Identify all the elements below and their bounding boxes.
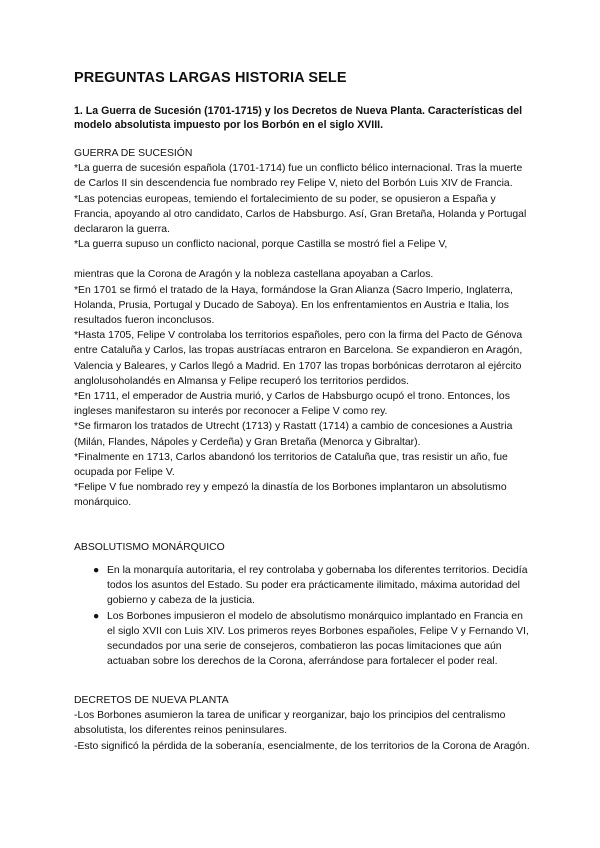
paragraph: *Hasta 1705, Felipe V controlaba los territorios españoles, pero con la firma del Pacto de Génova entre Cataluña y Carlos, las tropas austríacas entraron en Barcelona. Se expandieron en Aragón, Valencia y Baleares, y Carlos llegó a Madrid. En 1707 las tropas borbónicas derrotaron al ejército anglolusoholandés en Almansa y Felipe recuperó los territorios perdidos. (74, 330, 523, 387)
paragraph: *Felipe V fue nombrado rey y empezó la dinastía de los Borbones implantaron un absolutismo monárquico. (74, 482, 507, 509)
section-guerra (74, 146, 534, 511)
absolutismo-list (93, 563, 533, 669)
section-absolutismo-heading (74, 540, 534, 555)
paragraph: *En 1701 se firmó el tratado de la Haya, formándose la Gran Alianza (Sacro Imperio, Inglaterra, Holanda, Prusia, Portugal y Ducado de Saboya). En los enfrentamientos en Austria e Italia, los resultados fueron inconclusos. (74, 284, 513, 327)
paragraph: *La guerra supuso un conflicto nacional, porque Castilla se mostró fiel a Felipe V, (74, 239, 448, 251)
paragraph: -Esto significó la pérdida de la soberanía, esencialmente, de los territorios de la Corona de Aragón. (74, 740, 530, 752)
section-decretos (74, 693, 534, 754)
section-heading-decretos: DECRETOS DE NUEVA PLANTA (74, 695, 229, 706)
paragraph: -Los Borbones asumieron la tarea de unificar y reorganizar, bajo los principios del centralismo absolutista, los diferentes reinos peninsulares. (74, 710, 506, 737)
section-heading-guerra: GUERRA DE SUCESIÓN (74, 148, 193, 159)
list-item-text: Los Borbones impusieron el modelo de absolutismo monárquico implantado en Francia en el siglo XVII con Luis XIV. Los primeros reyes Borbones españoles, Felipe V y Fernando VI, secundados por una serie de consejeros, combatieron las pocas limitaciones que aún actuaban sobre los derechos de la Corona, aferrándose para fortalecer el poder real. (107, 610, 529, 668)
paragraph: *Finalmente en 1713, Carlos abandonó los territorios de Cataluña que, tras resistir un año, fue ocupada por Felipe V. (74, 451, 508, 479)
bullet-icon: ● (93, 565, 100, 576)
paragraph: *Se firmaron los tratados de Utrecht (1713) y Rastatt (1714) a cambio de concesiones a Austria (Milán, Flandes, Nápoles y Cerdeña) y Gran Bretaña (Menorca y Gibraltar). (74, 421, 513, 448)
list-item (93, 609, 533, 670)
paragraph: mientras que la Corona de Aragón y la nobleza castellana apoyaban a Carlos. (74, 269, 434, 281)
list-item (93, 563, 533, 609)
list-item-text: En la monarquía autoritaria, el rey controlaba y gobernaba los diferentes territorios. Decidía todos los asuntos del Estado. Su poder era prácticamente ilimitado, máxima autoridad del gobierno y cabeza de la justicia. (107, 565, 528, 607)
question-heading: 1. La Guerra de Sucesión (1701-1715) y los Decretos de Nueva Planta. Características del modelo absolutista impuesto por los Borbón en el siglo XVIII. (74, 105, 523, 131)
bullet-icon: ● (93, 610, 100, 622)
paragraph: *En 1711, el emperador de Austria murió, y Carlos de Habsburgo ocupó el trono. Entonces, los ingleses manifestaron su interés por reconocer a Felipe V como rey. (74, 391, 510, 418)
document-title: PREGUNTAS LARGAS HISTORIA SELE (74, 70, 347, 86)
section-heading-absolutismo: ABSOLUTISMO MONÁRQUICO (74, 542, 225, 553)
paragraph: *La guerra de sucesión española (1701-1714) fue un conflicto bélico internacional. Tras la muerte de Carlos II sin descendencia fue nombrado rey Felipe V, nieto del Borbón Luis XIV de Francia. (74, 163, 523, 190)
paragraph: *Las potencias europeas, temiendo el fortalecimiento de su poder, se opusieron a España y Francia, apoyando al otro candidato, Carlos de Habsburgo. Así, Gran Bretaña, Holanda y Portugal declararon la guerra. (74, 193, 527, 236)
